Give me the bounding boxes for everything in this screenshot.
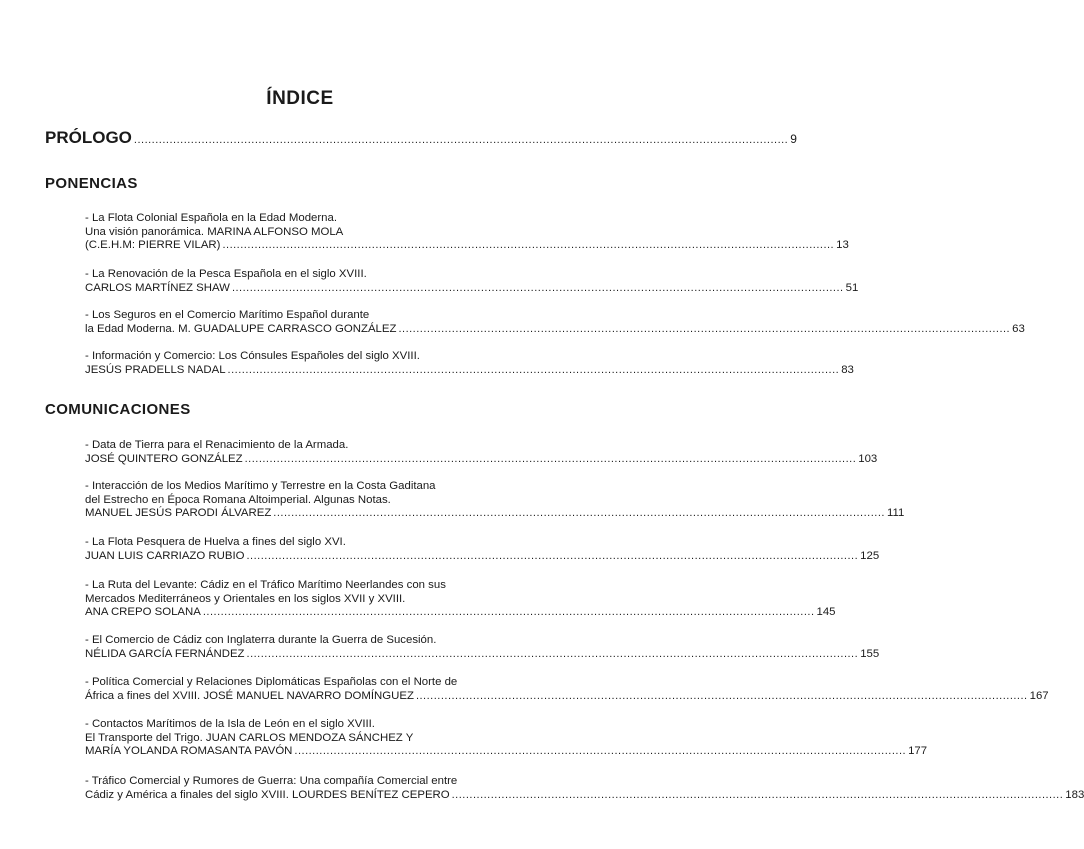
entry-page: 177 xyxy=(908,745,928,758)
dot-leader: ............................................................................................................................................................................ xyxy=(273,507,885,520)
entry-line: del Estrecho en Época Romana Altoimperial. Algunas Notas. xyxy=(85,493,391,506)
entry-page: 145 xyxy=(816,606,836,619)
entry-author: África a fines del XVIII. JOSÉ MANUEL NAVARRO DOMÍNGUEZ xyxy=(85,689,414,702)
entry-author: MANUEL JESÚS PARODI ÁLVAREZ xyxy=(85,507,272,520)
toc-entry xyxy=(85,536,880,563)
entry-last-line xyxy=(85,322,1025,337)
entry-line: - El Comercio de Cádiz con Inglaterra durante la Guerra de Sucesión. xyxy=(85,634,437,646)
dot-leader: ............................................................................................................................................................................ xyxy=(246,549,859,562)
entry-page: 111 xyxy=(886,507,905,520)
entry-author: NÉLIDA GARCÍA FERNÁNDEZ xyxy=(85,647,245,660)
entry-page: 183 xyxy=(1065,788,1084,801)
entry-author: ANA CREPO SOLANA xyxy=(85,606,201,619)
toc-entry xyxy=(85,480,905,521)
dot-leader: ............................................................................................................................................................................ xyxy=(398,322,1011,335)
entry-author: (C.E.H.M: PIERRE VILAR) xyxy=(85,239,221,252)
dot-leader: ............................................................................................................................................................................ xyxy=(415,689,1028,702)
entry-last-line xyxy=(85,239,849,253)
entry-line: - La Renovación de la Pesca Española en el siglo XVIII. xyxy=(85,268,367,280)
prologo-label: PRÓLOGO xyxy=(45,128,132,147)
toc-entry xyxy=(85,212,849,253)
toc-entry xyxy=(85,439,878,466)
entry-last-line xyxy=(85,363,854,378)
entry-last-line xyxy=(85,689,1049,704)
dot-leader: ............................................................................................................................................................................ xyxy=(451,788,1064,801)
entry-line: Mercados Mediterráneos y Orientales en los siglos XVII y XVIII. xyxy=(85,592,406,605)
entry-line: - Tráfico Comercial y Rumores de Guerra: Una compañía Comercial entre xyxy=(85,775,458,787)
prologo-page: 9 xyxy=(790,132,797,146)
entry-line: - Política Comercial y Relaciones Diplomáticas Españolas con el Norte de xyxy=(85,676,458,688)
entry-page: 51 xyxy=(845,281,859,294)
entry-line: Una visión panorámica. MARINA ALFONSO MOLA xyxy=(85,225,344,238)
toc-entry xyxy=(85,350,854,377)
entry-page: 13 xyxy=(836,239,849,252)
dot-leader: ............................................................................................................................................................................ xyxy=(222,239,835,252)
entry-line: - Información y Comercio: Los Cónsules Españoles del siglo XVIII. xyxy=(85,350,420,362)
entry-page: 155 xyxy=(860,647,880,660)
entry-page: 167 xyxy=(1029,689,1049,702)
prologo-entry xyxy=(45,128,797,148)
entry-last-line xyxy=(85,647,880,662)
entry-line: - Contactos Marítimos de la Isla de León en el siglo XVIII. xyxy=(85,718,375,730)
entry-last-line xyxy=(85,745,928,759)
dot-leader: ........................................................................................................................................................................................ xyxy=(133,134,789,146)
toc-entry xyxy=(85,579,836,620)
section-heading-ponencias: PONENCIAS xyxy=(45,175,138,192)
entry-author: Cádiz y América a finales del siglo XVIII. LOURDES BENÍTEZ CEPERO xyxy=(85,788,450,801)
entry-page: 125 xyxy=(860,549,880,562)
entry-line: - Los Seguros en el Comercio Marítimo Español durante xyxy=(85,309,370,321)
entry-line: - Interacción de los Medios Marítimo y Terrestre en la Costa Gaditana xyxy=(85,480,436,492)
toc-entry xyxy=(85,718,928,759)
entry-line: - La Flota Pesquera de Huelva a fines del siglo XVI. xyxy=(85,536,346,548)
entry-last-line xyxy=(85,452,878,467)
entry-last-line xyxy=(85,788,1084,803)
entry-page: 83 xyxy=(841,363,854,376)
entry-line: - La Flota Colonial Española en la Edad Moderna. xyxy=(85,212,338,224)
entry-author: JOSÉ QUINTERO GONZÁLEZ xyxy=(85,452,243,465)
toc-entry xyxy=(85,268,859,295)
entry-line: El Transporte del Trigo. JUAN CARLOS MENDOZA SÁNCHEZ Y xyxy=(85,731,414,744)
toc-entry xyxy=(85,676,1049,703)
entry-author: CARLOS MARTÍNEZ SHAW xyxy=(85,281,230,294)
entry-line: - Data de Tierra para el Renacimiento de la Armada. xyxy=(85,439,349,451)
toc-entry xyxy=(85,309,1025,336)
entry-page: 103 xyxy=(858,452,878,465)
entry-page: 63 xyxy=(1012,322,1025,335)
dot-leader: ............................................................................................................................................................................ xyxy=(231,281,844,294)
dot-leader: ............................................................................................................................................................................ xyxy=(246,647,859,660)
entry-last-line xyxy=(85,606,836,620)
entry-author: JUAN LUIS CARRIAZO RUBIO xyxy=(85,549,245,562)
entry-author: MARÍA YOLANDA ROMASANTA PAVÓN xyxy=(85,745,293,758)
dot-leader: ............................................................................................................................................................................ xyxy=(227,363,840,376)
entry-author: la Edad Moderna. M. GUADALUPE CARRASCO GONZÁLEZ xyxy=(85,322,397,335)
section-heading-comunicaciones: COMUNICACIONES xyxy=(45,401,191,418)
entry-last-line xyxy=(85,549,880,564)
entry-author: JESÚS PRADELLS NADAL xyxy=(85,363,226,376)
toc-entry xyxy=(85,634,880,661)
entry-line: - La Ruta del Levante: Cádiz en el Tráfico Marítimo Neerlandes con sus xyxy=(85,579,446,591)
dot-leader: ............................................................................................................................................................................ xyxy=(202,606,815,619)
entry-last-line xyxy=(85,281,859,296)
page-title: ÍNDICE xyxy=(266,88,334,109)
toc-entry xyxy=(85,775,1084,802)
dot-leader: ............................................................................................................................................................................ xyxy=(244,452,857,465)
dot-leader: ............................................................................................................................................................................ xyxy=(294,745,907,758)
entry-last-line xyxy=(85,507,905,521)
